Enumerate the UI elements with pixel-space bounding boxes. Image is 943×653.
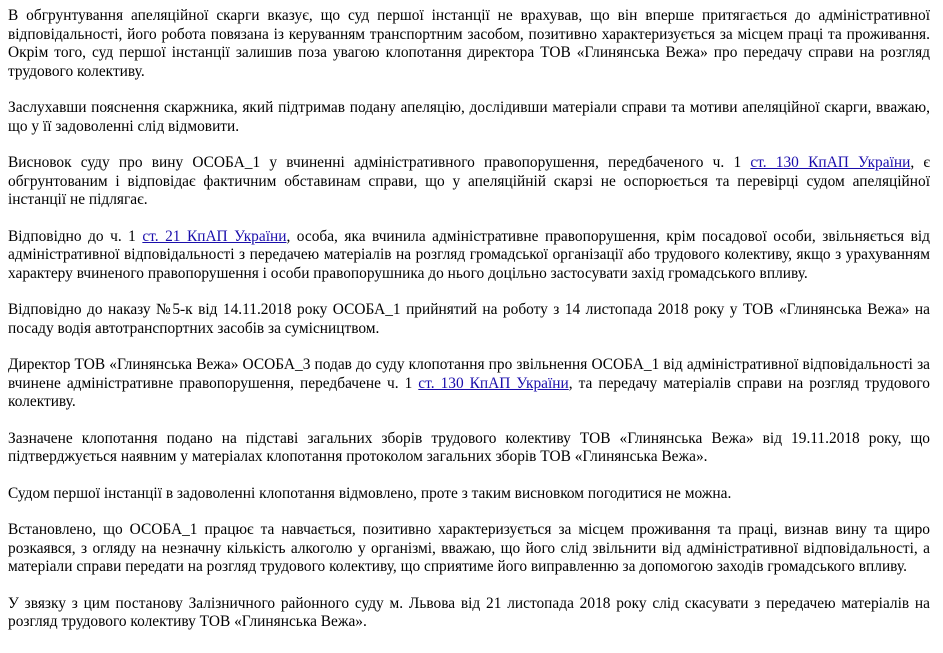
paragraph-resolution: У звязку з цим постанову Залізничного районного суду м. Львова від 21 листопада 2018 року слід скасувати з передачею матеріалів на розгляд трудового колективу ТОВ «Глинянська Вежа». — [8, 594, 930, 630]
paragraph-petition-basis: Зазначене клопотання подано на підставі загальних зборів трудового колективу ТОВ «Глинянська Вежа» від 19.11.2018 року, що підтверджується наявним у матеріалах клопотання протоколом загальних зборів ТОВ «Глинянська Вежа». — [8, 429, 930, 465]
paragraph-guilt-conclusion — [8, 154, 930, 210]
document-body — [8, 7, 930, 632]
paragraph-director-petition — [8, 356, 930, 412]
law-link-art-130[interactable]: ст. 130 КпАП України — [750, 154, 911, 171]
law-link-art-21[interactable]: ст. 21 КпАП України — [142, 227, 287, 245]
paragraph-employment-order: Відповідно до наказу №5-к від 14.11.2018 року ОСОБА_1 прийнятий на роботу з 14 листопада 2018 року у ТОВ «Глинянська Вежа» на посаду водія автотранспортних засобів за сумісництвом. — [8, 301, 930, 337]
paragraph-text: , є обгрунтованим і відповідає фактичним обставинам справи, що у апеляційній скарзі не оспорюється та перевірці судом апеляційної інстанції не підлягає. — [8, 154, 930, 208]
paragraph-established-facts: Встановлено, що ОСОБА_1 працює та навчається, позитивно характеризується за місцем проживання та праці, визнав вину та щиро розкаявся, з огляду на незначну кількість алкоголю у організмі, вважаю, що його слід звільнити від адміністративної відповідальності, а матеріали справи передати на розгляд трудового колективу, що сприятиме його виправленню за допомогою заходів громадського впливу. — [8, 521, 930, 575]
law-link-art-130[interactable]: ст. 130 КпАП України — [418, 374, 569, 392]
paragraph-text: , та передачу матеріалів справи на розгляд трудового колективу. — [8, 374, 931, 410]
paragraph-text: , особа, яка вчинила адміністративне правопорушення, крім посадової особи, звільняється від адміністративної відповідальності з передачею матеріалів на розгляд громадської організації або трудового колективу, якщо з урахуванням характеру вчиненого правопорушення і особи правопорушника до нього доцільно застосувати захід громадського впливу. — [8, 227, 930, 282]
paragraph-text: Директор ТОВ «Глинянська Вежа» ОСОБА_3 подав до суду клопотання про звільнення ОСОБА_1 від адміністративної відповідальності за вчинене адміністративне правопорушення, передбачене ч. 1 — [8, 356, 930, 392]
paragraph-appeal-grounds: В обгрунтування апеляційної скарги вказує, що суд першої інстанції не врахував, що він вперше притягається до адміністративної відповідальності, його робота повязана із керуванням транспортним засобом, позитивно характеризується за місцем праці та проживання. Окрім того, суд першої інстанції залишив поза увагою клопотання директора ТОВ «Глинянська Вежа» про передачу справи на розгляд трудового колективу. — [8, 7, 930, 80]
paragraph-appeal-decision: Заслухавши пояснення скаржника, який підтримав подану апеляцію, дослідивши матеріали справи та мотиви апеляційної скарги, вважаю, що у її задоволенні слід відмовити. — [8, 99, 930, 135]
paragraph-first-instance-refusal: Судом першої інстанції в задоволенні клопотання відмовлено, проте з таким висновком погодитися не можна. — [8, 484, 732, 502]
paragraph-art-21 — [8, 228, 930, 284]
paragraph-text: Висновок суду про вину ОСОБА_1 у вчиненні адміністративного правопорушення, передбаченого ч. 1 — [8, 154, 751, 171]
paragraph-text: Відповідно до ч. 1 — [8, 227, 143, 245]
